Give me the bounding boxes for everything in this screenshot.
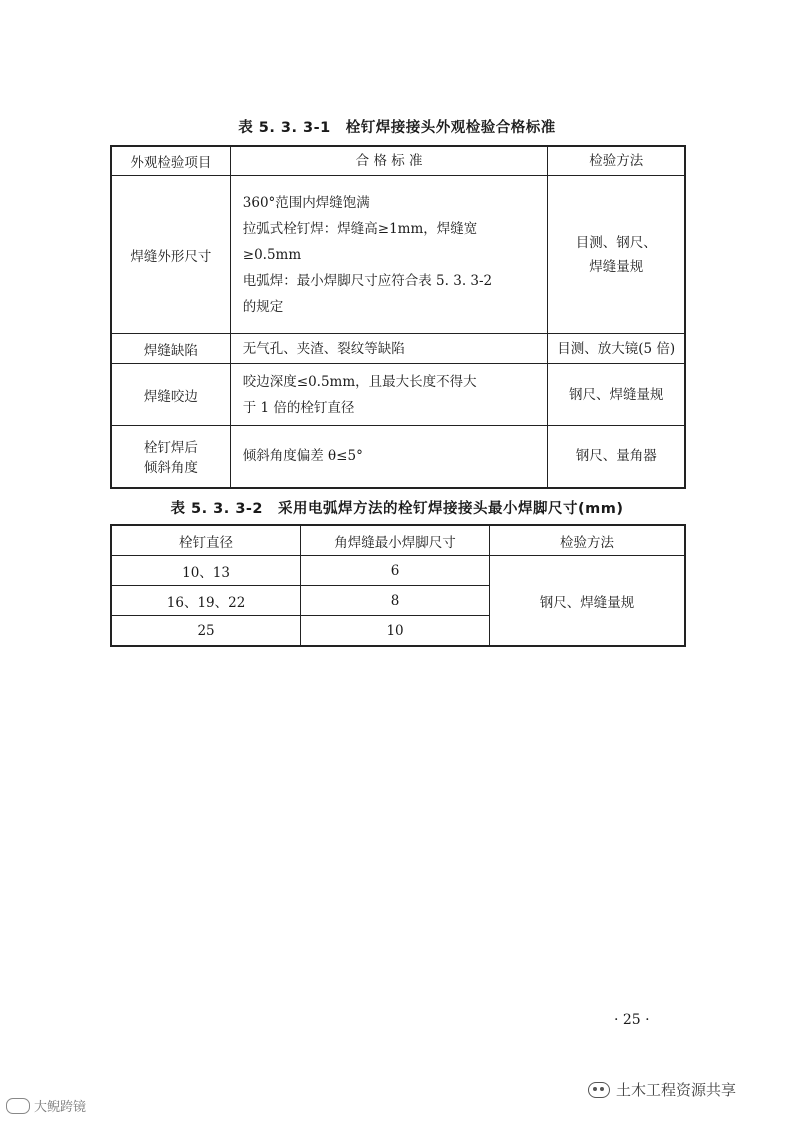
row-diameter: 25: [111, 616, 301, 647]
row-size: 6: [301, 556, 490, 586]
row-size: 8: [301, 586, 490, 616]
row-item: 栓钉焊后 倾斜角度: [111, 426, 230, 488]
logo-icon: [6, 1098, 30, 1114]
row-diameter: 10、13: [111, 556, 301, 586]
min-weld-size-table: [110, 524, 686, 647]
row-size: 10: [301, 616, 490, 647]
row-item: 焊缝外形尺寸: [111, 176, 230, 334]
row-item: 焊缝咬边: [111, 364, 230, 426]
row-method: 目测、放大镜(5 倍): [548, 334, 685, 364]
row-standard: 倾斜角度偏差 θ≤5°: [230, 426, 548, 488]
table-row: [111, 176, 685, 334]
table1-caption: 表 5. 3. 3-1 栓钉焊接接头外观检验合格标准: [238, 120, 556, 136]
row-method: 钢尺、量角器: [548, 426, 685, 488]
row-standard: 无气孔、夹渣、裂纹等缺陷: [230, 334, 548, 364]
appearance-inspection-table: [110, 145, 686, 489]
table-header-row: [111, 525, 685, 556]
watermark-left-text: 大鲵跨镜: [34, 1100, 87, 1115]
watermark-left: [6, 1096, 86, 1115]
row-diameter: 16、19、22: [111, 586, 301, 616]
header-size: 角焊缝最小焊脚尺寸: [301, 525, 490, 556]
wechat-icon: [588, 1082, 610, 1098]
table-row: [111, 364, 685, 426]
row-method: 钢尺、焊缝量规: [490, 556, 686, 647]
watermark-right: [588, 1079, 736, 1100]
header-standard: 合 格 标 准: [230, 146, 548, 176]
header-item: 外观检验项目: [111, 146, 230, 176]
table-row: [111, 334, 685, 364]
table-header-row: [111, 146, 685, 176]
row-item: 焊缝缺陷: [111, 334, 230, 364]
row-method: 钢尺、焊缝量规: [548, 364, 685, 426]
row-standard: 360°范围内焊缝饱满 拉弧式栓钉焊：焊缝高≥1mm，焊缝宽 ≥0.5mm 电弧焊：最小焊脚尺寸应符合表 5. 3. 3-2 的规定: [230, 176, 548, 334]
page-number: · 25 ·: [614, 1012, 650, 1028]
table2-caption: 表 5. 3. 3-2 采用电弧焊方法的栓钉焊接接头最小焊脚尺寸(mm): [170, 501, 624, 517]
watermark-right-text: 土木工程资源共享: [616, 1081, 737, 1099]
header-method: 检验方法: [490, 525, 686, 556]
header-diameter: 栓钉直径: [111, 525, 301, 556]
row-method: 目测、钢尺、 焊缝量规: [548, 176, 685, 334]
row-standard: 咬边深度≤0.5mm，且最大长度不得大 于 1 倍的栓钉直径: [230, 364, 548, 426]
table-row: [111, 556, 685, 586]
header-method: 检验方法: [548, 146, 685, 176]
table-row: [111, 426, 685, 488]
